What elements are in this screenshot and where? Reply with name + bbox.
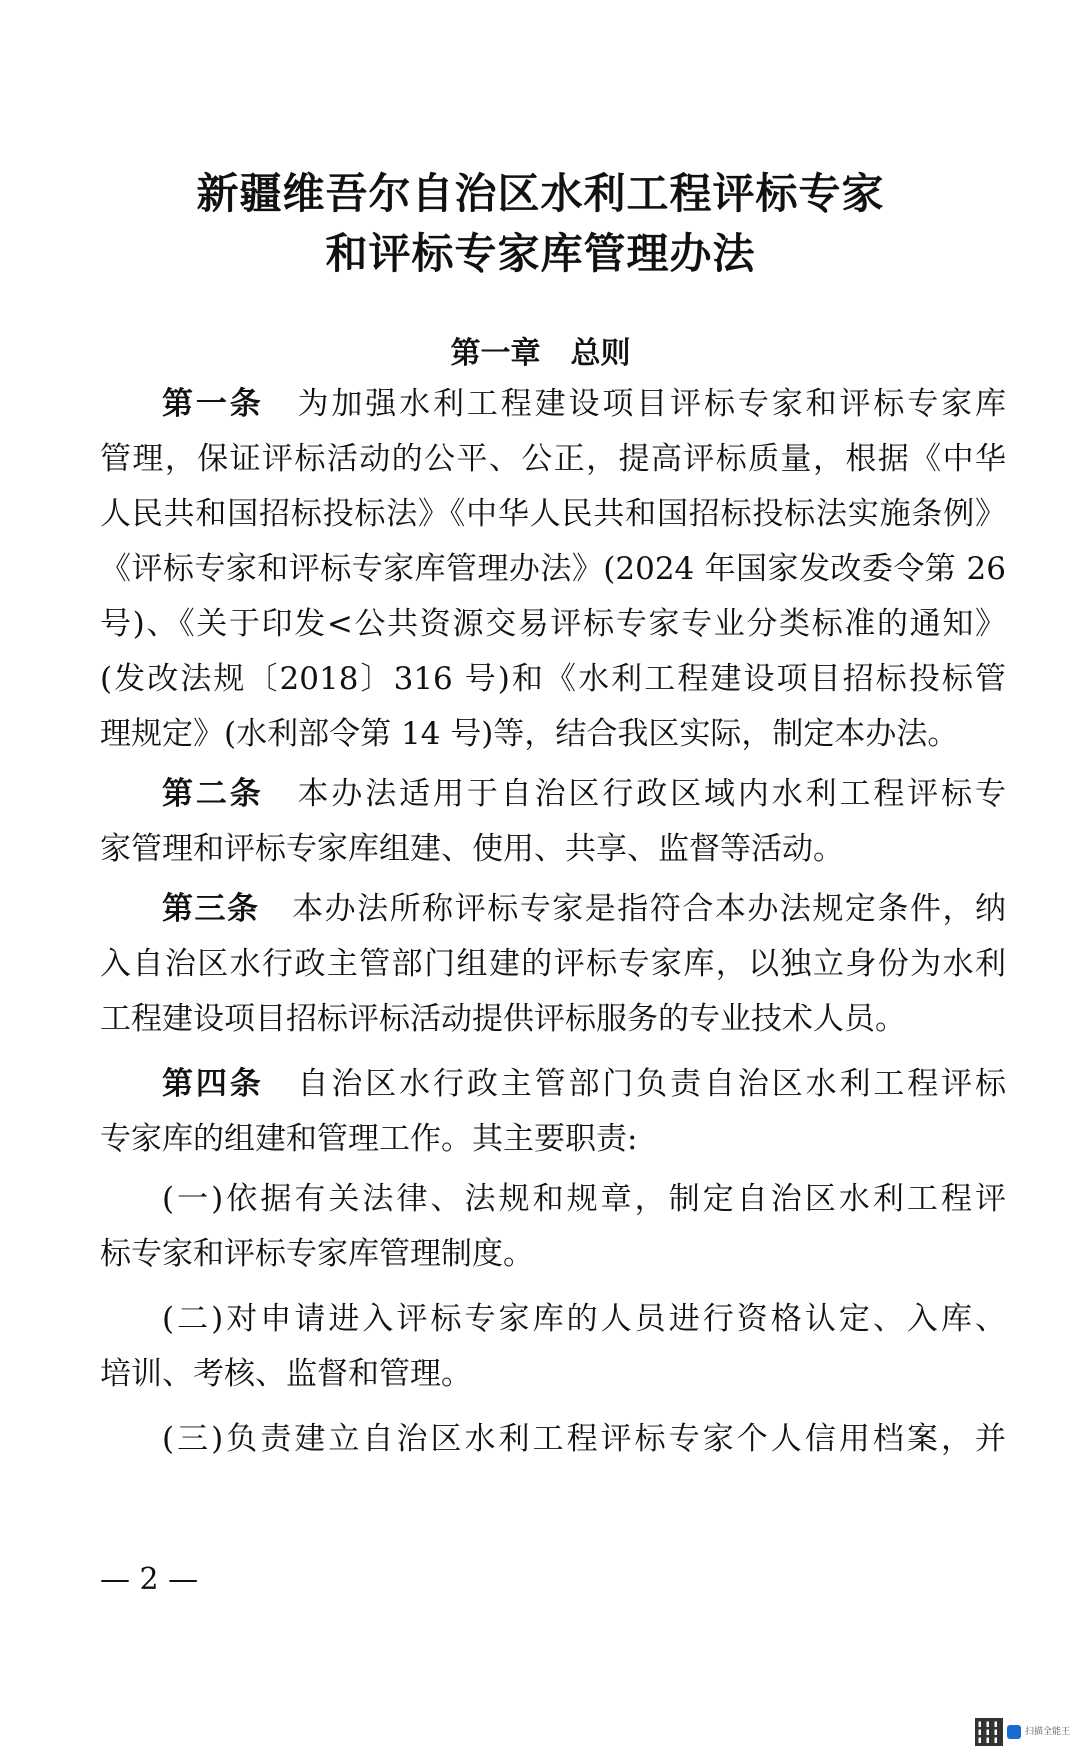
article-1-line-2: 管理，保证评标活动的公平、公正，提高评标质量，根据《中华: [100, 441, 1006, 477]
article-1-line-3: 人民共和国招标投标法》《中华人民共和国招标投标法实施条例》: [100, 496, 1006, 532]
chapter-heading: [0, 334, 1081, 374]
document-title-line-2: 和评标专家库管理办法: [325, 229, 756, 278]
article-1-line-5: 号)、《关于印发<公共资源交易评标专家专业分类标准的通知》: [100, 606, 1006, 642]
article-1-head: 第一条: [162, 386, 264, 422]
chapter-name: 总则: [570, 336, 631, 371]
qr-code-icon: [975, 1718, 1003, 1746]
article-4-item-2-line-1: (二)对申请进入评标专家库的人员进行资格认定、入库、: [162, 1301, 1006, 1337]
article-4-line-1: 第四条 自治区水行政主管部门负责自治区水利工程评标: [162, 1066, 1006, 1102]
article-4-head: 第四条: [162, 1066, 264, 1102]
document-title-line-1: 新疆维吾尔自治区水利工程评标专家: [196, 169, 885, 218]
chapter-number: 第一章: [450, 336, 541, 371]
scanner-brand: 扫描全能王: [1025, 1726, 1071, 1737]
article-1-line-4: 《评标专家和评标专家库管理办法》(2024 年国家发改委令第 26: [100, 551, 1006, 587]
article-4-item-1-line-1: (一)依据有关法律、法规和规章，制定自治区水利工程评: [162, 1181, 1006, 1217]
article-4-item-2-line-2: 培训、考核、监督和管理。: [100, 1356, 472, 1392]
article-2-line-2: 家管理和评标专家库组建、使用、共享、监督等活动。: [100, 831, 844, 867]
article-1-line-1: 第一条 为加强水利工程建设项目评标专家和评标专家库: [162, 386, 1006, 422]
article-1-line-7: 理规定》(水利部令第 14 号)等，结合我区实际，制定本办法。: [100, 716, 959, 752]
scanner-stamp: [975, 1717, 1075, 1747]
article-2-line-1: 第二条 本办法适用于自治区行政区域内水利工程评标专: [162, 776, 1006, 812]
article-3-line-2: 入自治区水行政主管部门组建的评标专家库，以独立身份为水利: [100, 946, 1006, 982]
page-number: — 2 —: [100, 1562, 199, 1597]
article-3-line-1: 第三条 本办法所称评标专家是指符合本办法规定条件，纳: [162, 891, 1007, 927]
article-1-line-6: (发改法规〔2018〕316 号)和《水利工程建设项目招标投标管: [100, 661, 1006, 697]
scanner-logo-icon: [1007, 1725, 1021, 1739]
article-4-item-1-line-2: 标专家和评标专家库管理制度。: [100, 1236, 534, 1272]
article-3-line-3: 工程建设项目招标评标活动提供评标服务的专业技术人员。: [100, 1001, 906, 1037]
article-3-head: 第三条: [162, 891, 260, 927]
article-4-item-3-line-1: (三)负责建立自治区水利工程评标专家个人信用档案，并: [162, 1421, 1006, 1457]
article-2-head: 第二条: [162, 776, 264, 812]
article-4-line-2: 专家库的组建和管理工作。其主要职责:: [100, 1121, 638, 1157]
